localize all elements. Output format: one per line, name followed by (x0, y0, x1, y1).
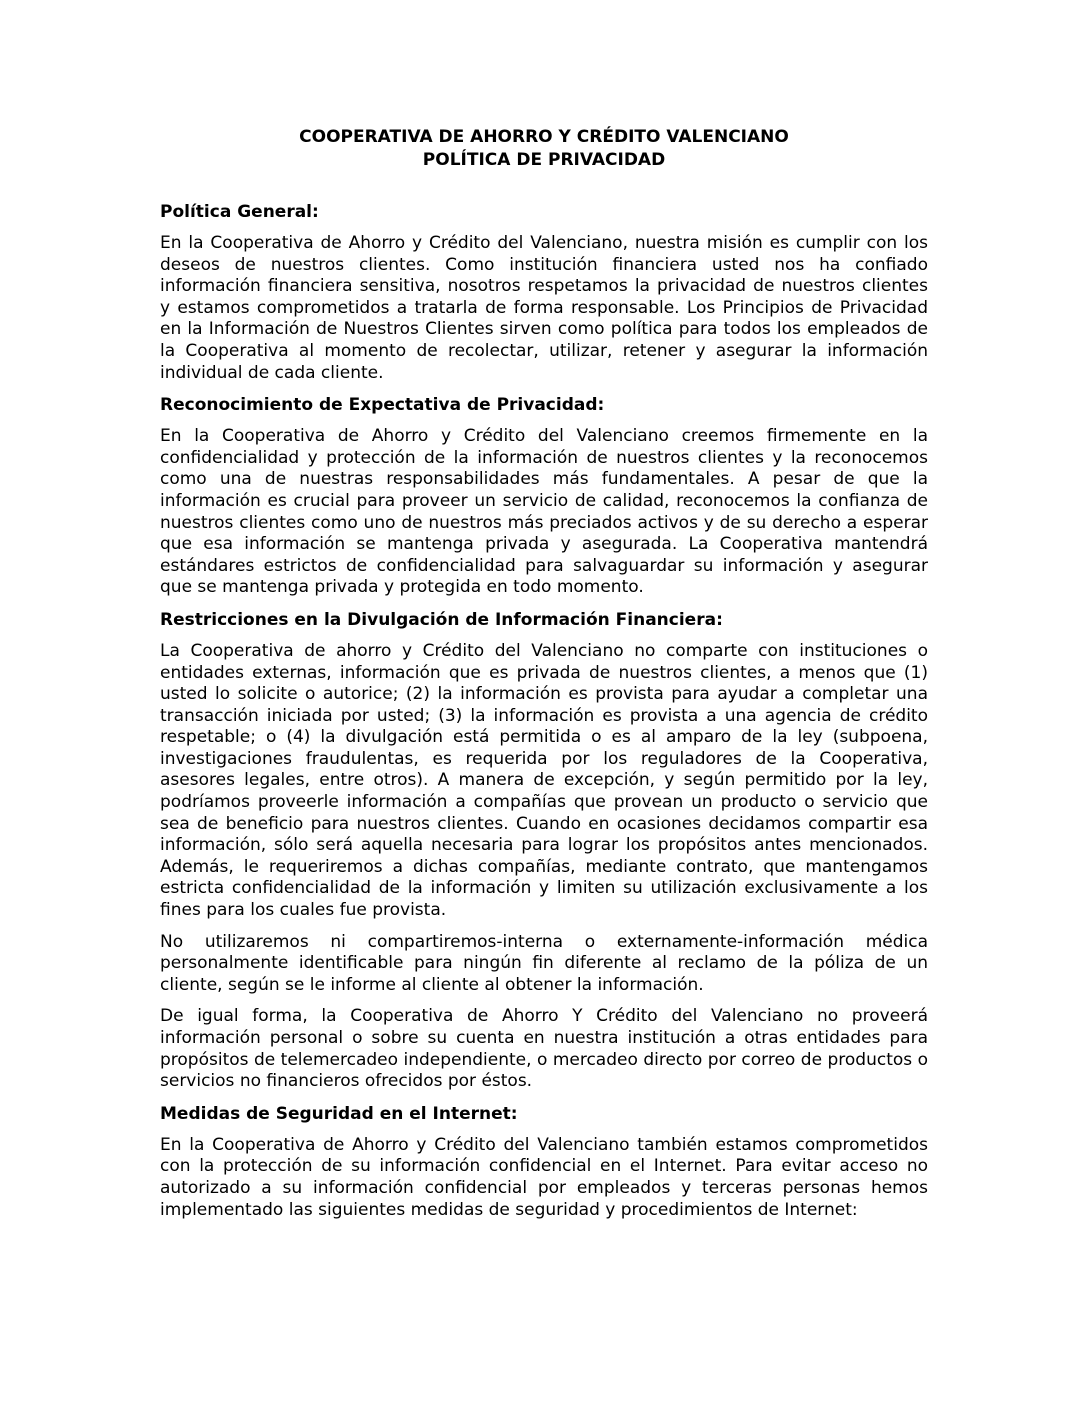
document-title (160, 126, 928, 172)
paragraph: De igual forma, la Cooperativa de Ahorro Y Crédito del Valenciano no proveerá información personal o sobre su cuenta en nuestra institución a otras entidades para propósitos de telemercadeo independiente, o mercadeo directo por correo de productos o servicios no financieros ofrecidos por éstos. (160, 1006, 928, 1092)
paragraph: En la Cooperativa de Ahorro y Crédito del Valenciano creemos firmemente en la confidencialidad y protección de la información de nuestros clientes y la reconocemos como una de nuestras responsabilidades más fundamentales. A pesar de que la información es crucial para proveer un servicio de calidad, reconocemos la confianza de nuestros clientes como uno de nuestros más preciados activos y de su derecho a esperar que esa información se mantenga privada y asegurada. La Cooperativa mantendrá estándares estrictos de confidencialidad para salvaguardar su información y asegurar que se mantenga privada y protegida en todo momento. (160, 426, 928, 598)
paragraph: En la Cooperativa de Ahorro y Crédito del Valenciano también estamos comprometidos con la protección de su información confidencial en el Internet. Para evitar acceso no autorizado a su información confidencial por empleados y terceras personas hemos implementado las siguientes medidas de seguridad y procedimientos de Internet: (160, 1134, 928, 1220)
section-reconocimiento (160, 394, 928, 599)
paragraph: No utilizaremos ni compartiremos-interna o externamente-información médica personalmente identificable para ningún fin diferente al reclamo de la póliza de un cliente, según se le informe al cliente al obtener la información. (160, 931, 928, 995)
section-heading: Política General: (160, 202, 319, 222)
section-heading: Reconocimiento de Expectativa de Privacidad: (160, 395, 605, 416)
section-heading: Medidas de Seguridad en el Internet: (160, 1103, 518, 1124)
paragraph: La Cooperativa de ahorro y Crédito del Valenciano no comparte con instituciones o entidades externas, información que es privada de nuestros clientes, a menos que (1) usted lo solicite o autorice; (2) la información es provista para ayudar a completar una transacción iniciada por usted; (3) la información es provista a una agencia de crédito respetable; o (4) la divulgación está permitida o es al amparo de la ley (subpoena, investigaciones fraudulentas, es requerida por los reguladores de la Cooperativa, asesores legales, entre otros). A manera de excepción, y según permitido por la ley, podríamos proveerle información a compañías que provean un producto o servicio que sea de beneficio para nuestros clientes. Cuando en ocasiones decidamos compartir esa información, sólo será aquella necesaria para lograr los propósitos antes mencionados. Además, le requeriremos a dichas compañías, mediante contrato, que mantengamos estricta confidencialidad de la información y limiten su utilización exclusivamente a los fines para los cuales fue provista. (160, 640, 928, 921)
section-heading: Restricciones en la Divulgación de Información Financiera: (160, 609, 723, 630)
document-title-line-2: POLÍTICA DE PRIVACIDAD (422, 150, 666, 170)
section-restricciones (160, 609, 928, 1093)
document-title-line-1: COOPERATIVA DE AHORRO Y CRÉDITO VALENCIANO (299, 127, 789, 147)
document-page (160, 126, 928, 1231)
paragraph: En la Cooperativa de Ahorro y Crédito del Valenciano, nuestra misión es cumplir con los deseos de nuestros clientes. Como institución financiera usted nos ha confiado información financiera sensitiva, nosotros respetamos la privacidad de nuestros clientes y estamos comprometidos a tratarla de forma responsable. Los Principios de Privacidad en la Información de Nuestros Clientes sirven como política para todos los empleados de la Cooperativa al momento de recolectar, utilizar, retener y asegurar la información individual de cada cliente. (160, 233, 928, 383)
section-politica-general (160, 201, 928, 384)
section-medidas-seguridad (160, 1103, 928, 1221)
